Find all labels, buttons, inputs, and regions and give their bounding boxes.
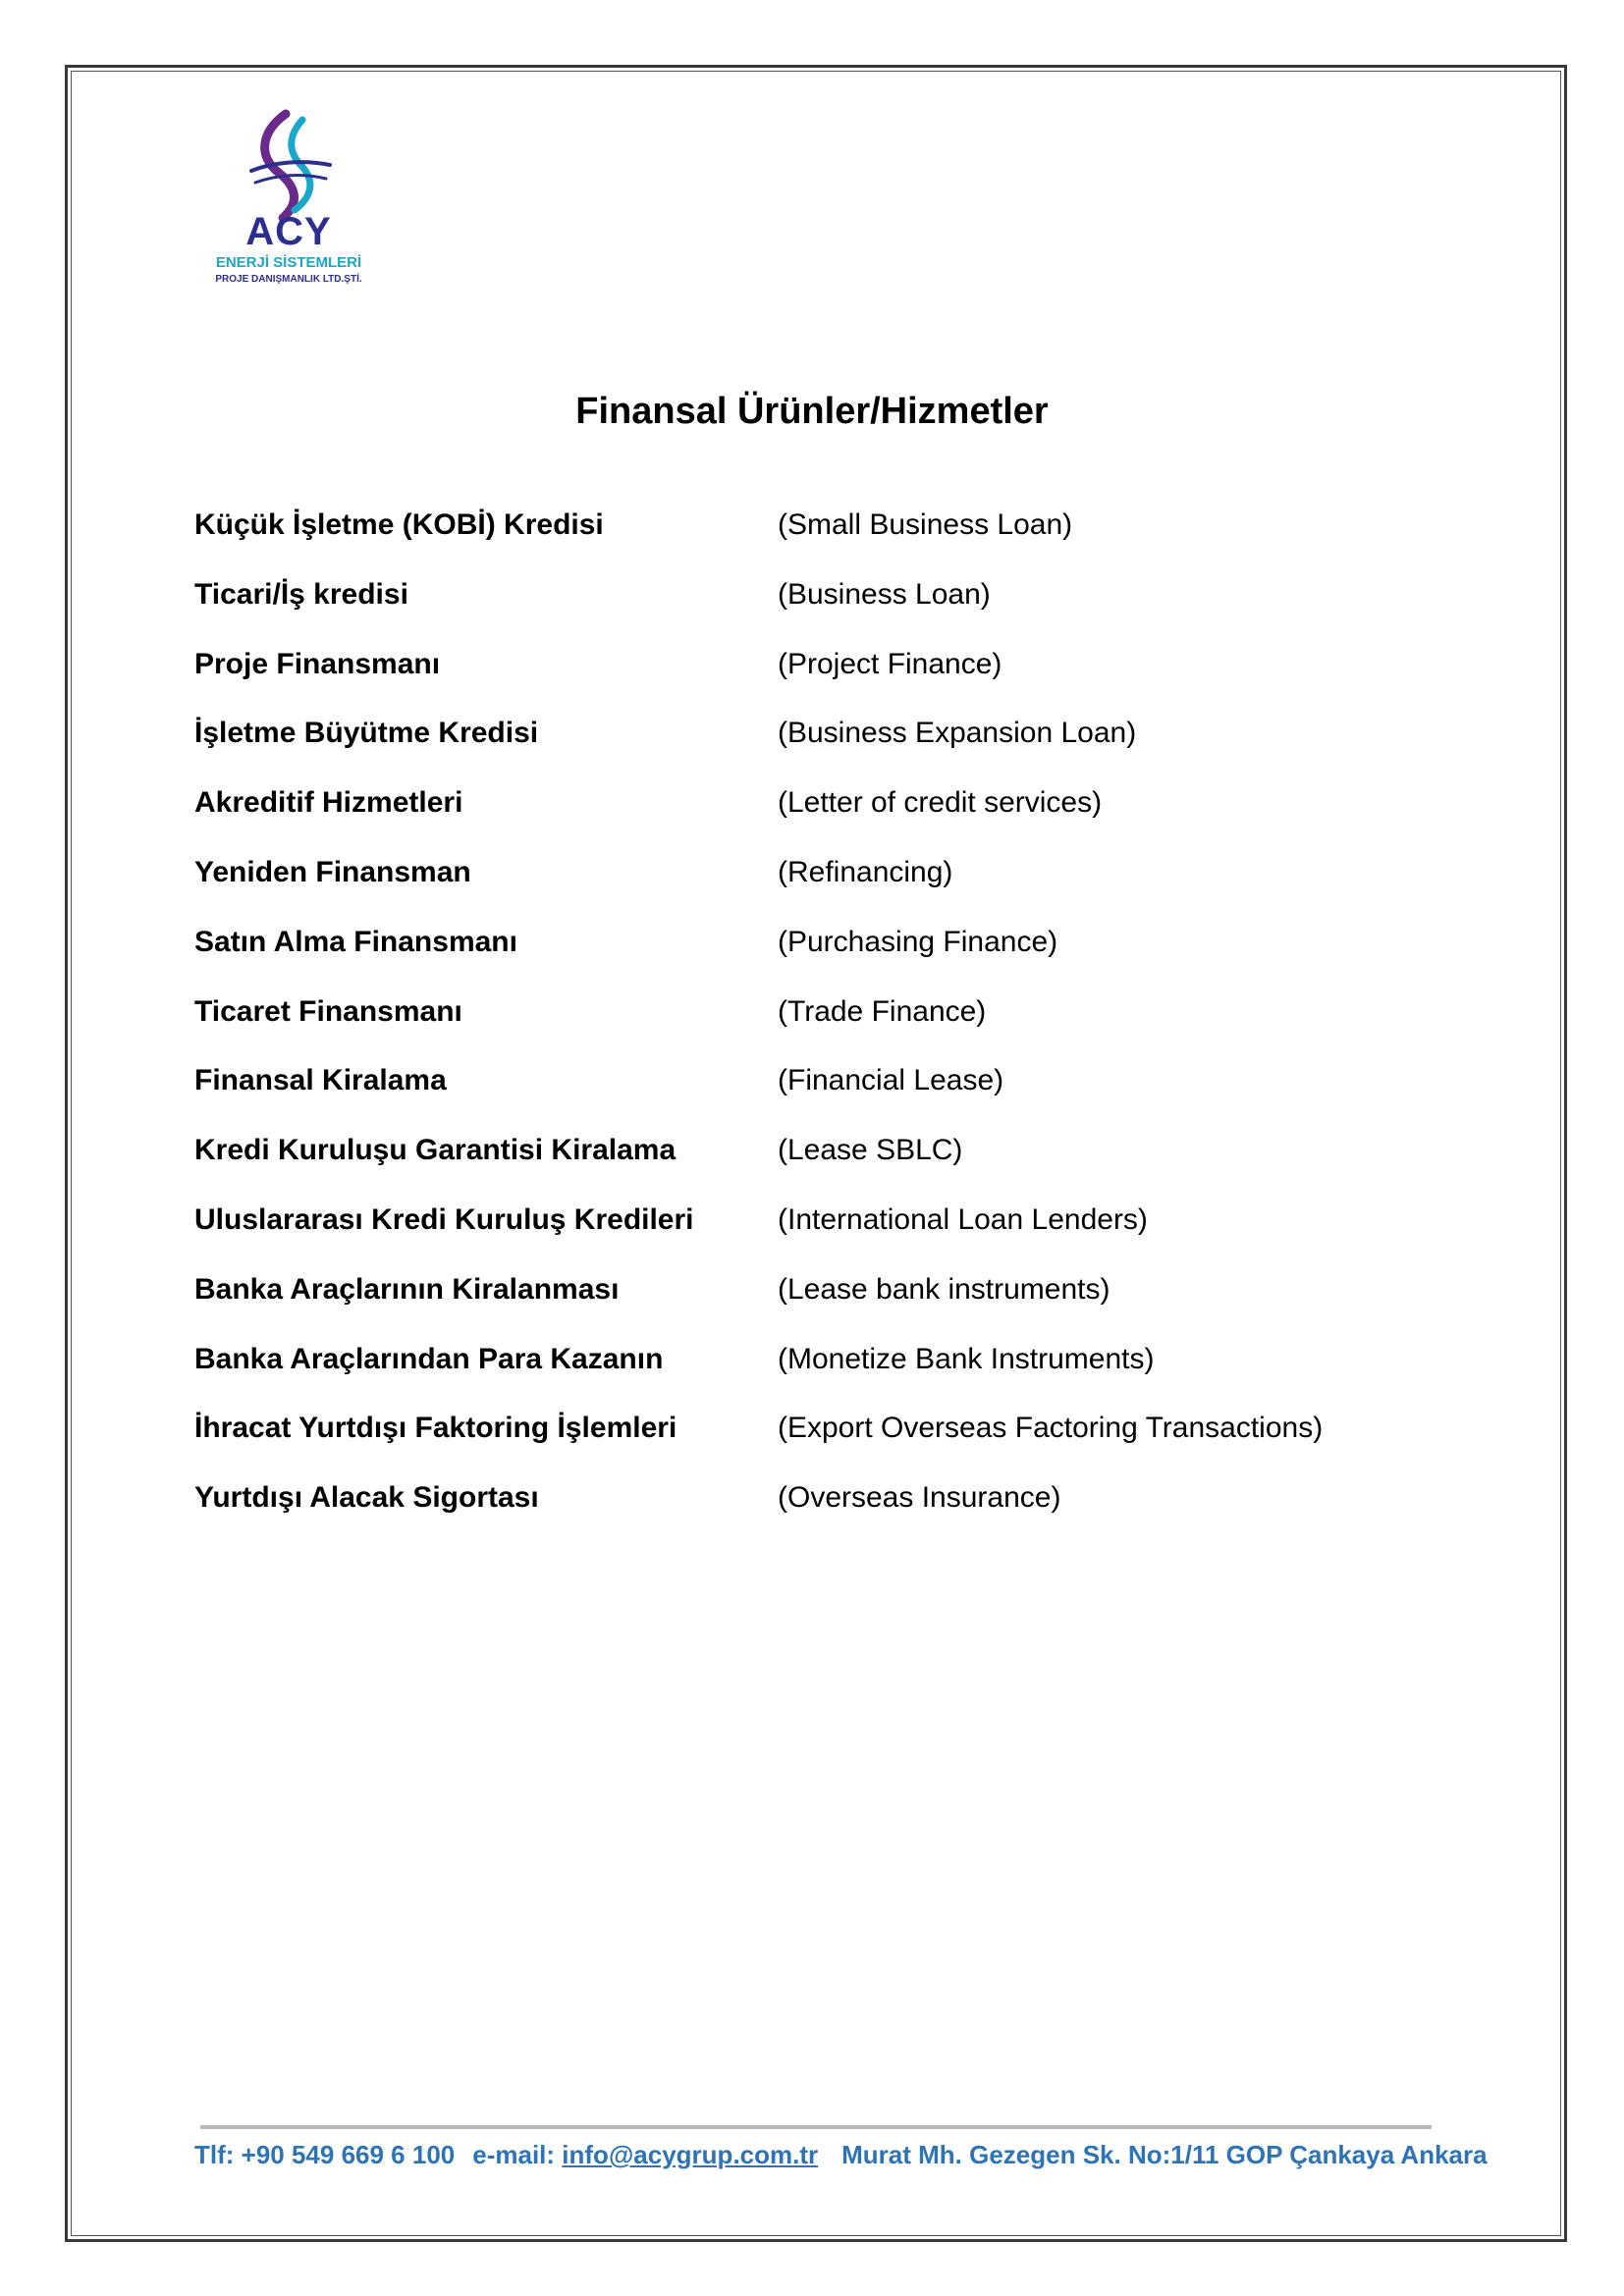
item-turkish-name: Yeniden Finansman (194, 855, 471, 888)
item-turkish-name: Satın Alma Finansmanı (194, 925, 517, 958)
footer-email-link[interactable]: info@acygrup.com.tr (562, 2140, 819, 2169)
list-item (194, 1134, 1412, 1203)
item-turkish-name: Küçük İşletme (KOBİ) Kredisi (194, 508, 604, 541)
item-english-name: (Letter of credit services) (778, 786, 1103, 820)
list-item (194, 1064, 1412, 1134)
item-english-name: (Lease SBLC) (778, 1134, 963, 1167)
item-english-name: (Overseas Insurance) (778, 1481, 1061, 1515)
list-item (194, 648, 1412, 718)
list-item (194, 1273, 1412, 1343)
item-turkish-name: Proje Finansmanı (194, 647, 441, 680)
item-turkish-name: İhracat Yurtdışı Faktoring İşlemleri (194, 1412, 677, 1445)
item-english-name: (Trade Finance) (778, 994, 987, 1028)
item-turkish-name: İşletme Büyütme Kredisi (194, 717, 539, 750)
logo-line-1: ENERJİ SİSTEMLERİ (215, 254, 362, 271)
item-english-name: (Business Expansion Loan) (778, 717, 1137, 750)
item-english-name: (Lease bank instruments) (778, 1272, 1110, 1306)
page-title: Finansal Ürünler/Hizmetler (575, 391, 1049, 432)
item-turkish-name: Uluslararası Kredi Kuruluş Kredileri (194, 1202, 694, 1236)
list-item (194, 1203, 1412, 1273)
list-item (194, 717, 1412, 786)
footer-email-label: e-mail: (472, 2140, 556, 2169)
item-turkish-name: Ticaret Finansmanı (194, 994, 462, 1028)
item-english-name: (Monetize Bank Instruments) (778, 1342, 1155, 1375)
item-english-name: (Financial Lease) (778, 1064, 1004, 1097)
item-turkish-name: Akreditif Hizmetleri (194, 786, 463, 820)
list-item (194, 856, 1412, 926)
footer-contact (194, 2140, 1488, 2169)
item-turkish-name: Yurtdışı Alacak Sigortası (194, 1481, 539, 1515)
item-english-name: (International Loan Lenders) (778, 1202, 1148, 1236)
item-english-name: (Export Overseas Factoring Transactions) (778, 1412, 1324, 1445)
item-turkish-name: Kredi Kuruluşu Garantisi Kiralama (194, 1134, 677, 1167)
service-list (194, 508, 1412, 1551)
logo-line-2: PROJE DANIŞMANLIK LTD.ŞTİ. (215, 274, 362, 285)
footer-divider (200, 2125, 1432, 2129)
list-item (194, 995, 1412, 1065)
item-turkish-name: Ticari/İş kredisi (194, 577, 408, 611)
list-item (194, 1343, 1412, 1413)
item-turkish-name: Banka Araçlarından Para Kazanın (194, 1342, 664, 1375)
list-item (194, 1412, 1412, 1481)
footer-address: Murat Mh. Gezegen Sk. No:1/11 GOP Çankaya Ankara (841, 2140, 1488, 2169)
item-english-name: (Purchasing Finance) (778, 925, 1058, 958)
list-item (194, 578, 1412, 648)
logo-brand: ACY (245, 210, 332, 253)
company-logo (192, 102, 385, 304)
item-turkish-name: Banka Araçlarının Kiralanması (194, 1272, 620, 1306)
list-item (194, 508, 1412, 578)
item-english-name: (Business Loan) (778, 577, 991, 611)
list-item (194, 1481, 1412, 1551)
item-turkish-name: Finansal Kiralama (194, 1064, 447, 1097)
item-english-name: (Refinancing) (778, 855, 953, 888)
item-english-name: (Small Business Loan) (778, 508, 1073, 541)
footer-phone: Tlf: +90 549 669 6 100 (194, 2140, 456, 2169)
list-item (194, 786, 1412, 856)
list-item (194, 926, 1412, 995)
item-english-name: (Project Finance) (778, 647, 1002, 680)
